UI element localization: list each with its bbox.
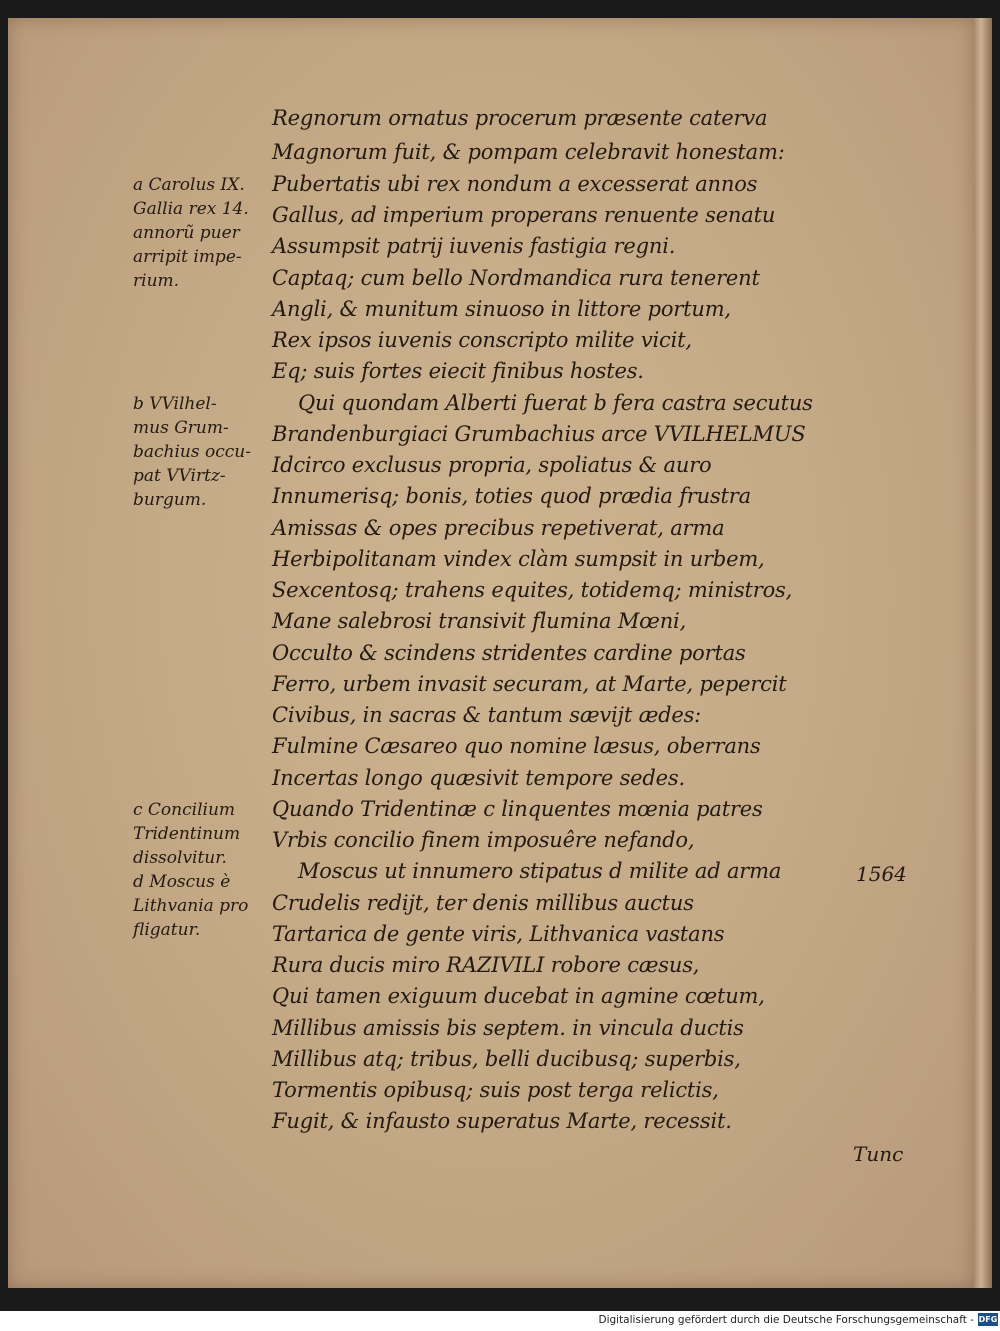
verse-line: Innumerisq; bonis, toties quod prædia frustra <box>272 484 751 508</box>
verse-line: Millibus atq; tribus, belli ducibusq; superbis, <box>272 1047 741 1071</box>
verse-line: Herbipolitanam vindex clàm sumpsit in urbem, <box>272 547 765 571</box>
verse-line: Magnorum fuit, & pompam celebravit honestam: <box>272 140 785 164</box>
verse-line: Vrbis concilio finem imposuêre nefando, <box>272 828 695 852</box>
verse-line: Rex ipsos iuvenis conscripto milite vicit, <box>272 328 692 352</box>
verse-line: Amissas & opes precibus repetiverat, arma <box>272 516 725 540</box>
verse-line: Qui quondam Alberti fuerat b fera castra secutus <box>298 391 813 415</box>
digitization-credit: Digitalisierung gefördert durch die Deutsche Forschungsgemeinschaft - <box>598 1314 974 1326</box>
verse-line: Idcirco exclusus propria, spoliatus & auro <box>272 453 712 477</box>
verse-line: Tartarica de gente viris, Lithvanica vastans <box>272 922 725 946</box>
verse-line: Moscus ut innumero stipatus d milite ad arma <box>298 859 782 883</box>
verse-line: Brandenburgiaci Grumbachius arce VVILHELMUS <box>272 422 806 446</box>
catchword: Tunc <box>853 1142 904 1166</box>
verse-line: Pubertatis ubi rex nondum a excesserat annos <box>272 172 758 196</box>
verse-line: Eq; suis fortes eiecit finibus hostes. <box>272 359 644 383</box>
verse-line: Rura ducis miro RAZIVILI robore cæsus, <box>272 953 700 977</box>
verse-line: Incertas longo quæsivit tempore sedes. <box>272 766 685 790</box>
verse-line: Regnorum ornatus procerum præsente caterva <box>272 106 768 130</box>
margin-note: b VVilhel- mus Grum- bachius occu- pat VVirtz- burgum. <box>133 394 251 510</box>
dfg-logo: DFG <box>978 1315 998 1324</box>
verse-line: Assumpsit patrij iuvenis fastigia regni. <box>272 234 676 258</box>
year-marker: 1564 <box>856 862 907 886</box>
verse-line: Sexcentosq; trahens equites, totidemq; ministros, <box>272 578 793 602</box>
verse-line: Ferro, urbem invasit securam, at Marte, pepercit <box>272 672 787 696</box>
verse-line: Mane salebrosi transivit flumina Mœni, <box>272 609 687 633</box>
verse-line: Fulmine Cæsareo quo nomine læsus, oberrans <box>272 734 761 758</box>
verse-line: Qui tamen exiguum ducebat in agmine cœtum, <box>272 984 765 1008</box>
page-edge <box>974 18 992 1288</box>
verse-line: Civibus, in sacras & tantum sævijt ædes: <box>272 703 702 727</box>
verse-line: Gallus, ad imperium properans renuente senatu <box>272 203 776 227</box>
verse-line: Angli, & munitum sinuoso in littore portum, <box>272 297 731 321</box>
margin-note: c Concilium Tridentinum dissolvitur. d Moscus è Lithvania pro fligatur. <box>133 800 249 940</box>
verse-line: Millibus amissis bis septem. in vincula ductis <box>272 1016 744 1040</box>
verse-line: Fugit, & infausto superatus Marte, recessit. <box>272 1109 732 1133</box>
verse-line: Crudelis redijt, ter denis millibus auctus <box>272 891 694 915</box>
verse-line: Captaq; cum bello Nordmandica rura tenerent <box>272 266 760 290</box>
verse-line: Quando Tridentinæ c linquentes mœnia patres <box>272 797 763 821</box>
verse-line: Tormentis opibusq; suis post terga relictis, <box>272 1078 719 1102</box>
margin-note: a Carolus IX. Gallia rex 14. annorũ puer arripit impe- rium. <box>133 175 249 291</box>
verse-line: Occulto & scindens stridentes cardine portas <box>272 641 746 665</box>
